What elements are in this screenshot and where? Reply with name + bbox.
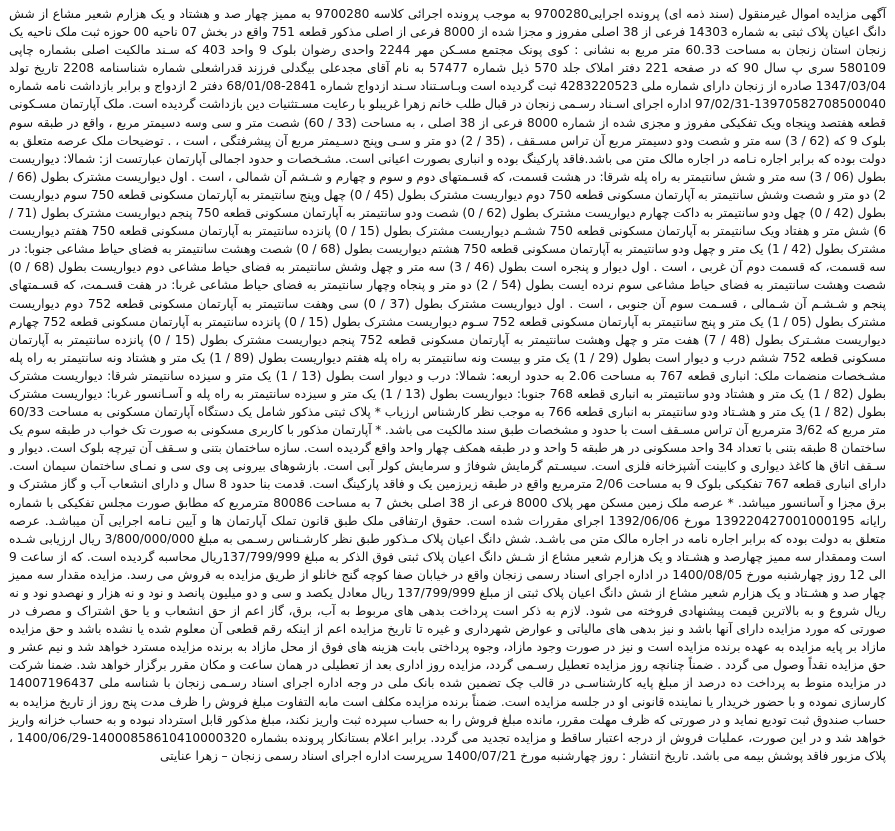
auction-notice-text: آگهی مزایده اموال غیرمنقول (سند ذمه ای) پرونده اجرایی9700280 به موجب پرونده اجرائی کلاسه 9700280 به ممیز چهار صد و هشتاد و یک هزارم شعیر مشاع از شش دانگ اعیان پلاک ثبتی به شماره 14303 فرعی از 38 اصلی مفروز و مجزا شده از 8000 فرعی از اصلی مذکور قطعه 751 واقع در بخش 07 ناحیه 00 حوزه ثبت ملک ناحیه یک زنجان استان زنجان به مساحت 60.33 متر مربع به نشانی : کوی پونک مجتمع مسـکن مهر 2244 واحدی رضوان بلوک 9 واحد 403 که سـند مالکیت اصلی بشماره چاپی 580109 سری پ سال 90 که در صفحه 221 دفتر املاک جلد 570 ذیل شماره 57477 به نام آقای مجدعلی بیگدلی فرزند قدراشعلی شماره شناسنامه 2208 تاریخ تولد 1347/03/04 صادره از زنجان دارای شماره ملی 4283220523 ثبت گردیده است وبـاسـتناد سـند ازدواج شماره 2841-68/01/08 دفتر 2 ازدواج و برابر بازداشت نامه شماره 13970582708500040-97/02/31 اداره اجرای اسـناد رسـمی زنجان در قبال طلب خانم زهرا غریبلو با رعایت مسـتثنیات دین بازداشت گردیده است. ملک آپارتمان مسـکونی قطعه هفتصد وپنجاه ویک تفکیکی مفروز و مجزی شده از شماره 8000 فرعی از 38 اصلی ، به مساحت (33 / 60) شصت متر و سی وسه دسیمتر مربع ، واقع در طبقه سوم بلوک 9 که (62 / 3) سه متر و شصت ودو دسیمتر مربع آن تراس مسـقف ، (35 / 2) دو متر و سـی وپنج دسـیمتر مربع آن پیشرفتگی ، است ، . توضیحات ملک عرصه متعلق به دولت بوده که برابر اجاره نـامه در اجاره مالک متن می باشد.فاقد پارکینگ بوده و انباری بصورت اعیانی است. مشـخصات و حدود اجمالی آپارتمان عبارتست از: شمالا: دیواریست بطول (06 / 3) سه متر و شش سانتیمتر به راه پله شرقا: در هشت قسمت، که قسـمتهای دوم و سوم و چهارم و شـشم آن شمالی ، است . اول دیواریست مشترک بطول (66 / 2) دو متر و شصت وشش سانتیمتر به آپارتمان مسکونی قطعه 750 دوم دیواریست مشترک بطول (45 / 0) چهل وپنج سانتیمتر به آپارتمان مسکونی قطعه 750 سوم دیواریست بطول (42 / 0) چهل ودو سانتیمتر به داکت چهارم دیواریست مشترک بطول (62 / 0) شصت ودو سانتیمتر به آپارتمان مسکونی قطعه 750 پنجم دیواریست مشترک بطول (71 / 6) شش متر و هفتاد ویک سانتیمتر به آپارتمان مسکونی قطعه 750 ششـم دیواریست مشترک بطول (15 / 0) پانزده سانتیمتر به آپارتمان مسکونی قطعه 750 هفتم دیواریست مشترک بطول (42 / 1) یک متر و چهل ودو سانتیمتر به آپارتمان مسکونی قطعه 750 هشتم دیواریست بطول (68 / 0) شصت وهشت سانتیمتر به فضای حیاط مشاعی جنوبا: در سه قسمت، که قسمت دوم آن غربی ، است . اول دیوار و پنجره است بطول (46 / 3) سه متر و چهل وشش سانتیمتر به فضای حیاط مشاعی دوم دیواریست بطول (68 / 0) شصت وهشت سانتیمتر به فضای حیاط مشاعی سوم نرده ایست بطول (54 / 2) دو متر و پنجاه وچهار سانتیمتر به فضای حیاط مشاعی غربا: در هفت قسـمت، که قسـمتهای پنجم و شـشـم آن شـمالی ، قسـمت سوم آن جنوبی ، است . اول دیواریست مشترک بطول (37 / 0) سی وهفت سانتیمتر به آپارتمان مسکونی قطعه 752 دوم دیواریست مشترک بطول (05 / 1) یک متر و پنج سانتیمتر به آپارتمان مسکونی قطعه 752 سـوم دیواریست مشترک بطول (15 / 0) پانزده سانتیمتر به آپارتمان مسکونی قطعه 752 چهارم دیواریست مشـترک بطول (48 / 7) هفت متر و چهل وهشت سانتیمتر به آپارتمان مسکونی قطعه 752 پنجم دیواریست مشترک بطول (15 / 0) پانزده سانتیمتر به آپارتمان مسکونی قطعه 752 ششم درب و دیوار است بطول (29 / 1) یک متر و بیست ونه سانتیمتر به راه پله هفتم دیواریست بطول (89 / 1) یک متر و هشتاد ونه سانتیمتر به راه پله مشـخصات منضمات ملک: انباری قطعه 767 به مساحت 2.06 به حدود اربعه: شمالا: درب و دیوار است بطول (13 / 1) یک متر و سیزده سانتیمتر شرقا: دیواریست مشترک بطول (82 / 1) یک متر و هشتاد ودو سانتیمتر به انباری قطعه 768 جنوبا: دیواریست بطول (13 / 1) یک متر و سیزده سانتیمتر به راه پله و آسـانسور غربا: دیواریست مشترک بطول (82 / 1) یک متر و هشـتاد ودو سانتیمتر به انباری قطعه 766 به موجب نظر کارشناس ارزیاب * پلاک ثبتی مذکور شامل یک دستگاه آپارتمان مسکونی به مساحت 60/33 متر مربع که 3/62 مترمربع آن تراس مسـقف است با حدود و مشخصات طبق سند مالکیت می باشد. * آپارتمان مذکور با کاربری مسکونی به صورت تک خواب در طبقه سوم یک ساختمان 8 طبقه بتنی با تعداد 34 واحد مسکونی در هر طبقه 5 واحد و در طبقه همکف چهار واحد واقع گردیده است. سازه ساختمان بتنی و سـقف آن تیرچه بلوک است. دیوار و سـقف اتاق ها کاغذ دیواری و کابینت آشپزخانه فلزی است. سیسـتم گرمایش شوفاژ و سرمایش کولر آبی است. بازشوهای بیرونی پی وی سی و نمـای ساختمان سیمان است. دارای انباری قطعه 767 تفکیکی بلوک 9 به مساحت 2/06 مترمربع واقع در طبقه زیرزمین یک و فاقد پارکینگ است. قدمت بنا حدود 8 سال و دارای انشعاب آب و گاز مشترک و برق مجزا و آسانسور میباشد. * عرصه ملک زمین مسکن مهر پلاک 8000 فرعی از 38 اصلی بخش 7 به مساحت 80086 مترمربع که مطابق صورت مجلس تفکیکی با شماره رایانه 139220427001000195 مورخ 1392/06/06 اجرای مقررات شده است. حقوق ارتفاقی ملک طبق قانون تملک آپارتمان ها و آیین نـامه اجرایی آن میباشـد. عرصه متعلق به دولت بوده که برابر اجاره نامه در اجاره مالک متن می باشـد. شش دانگ اعیان پلاک مـذکور طبق نظر کارشـناس رسـمی به مبلغ 3/800/000/000 ریال ارزیابی شـده است وممقدار سه ممیز چهارصد و هشـتاد و یک هزارم شعیر مشاع از شـش دانگ اعیان پلاک ثبتی فوق الذکر به مبلغ 137/799/999ریال محاسبه گردیده است. که از ساعت 9 الی 12 روز چهارشنبه مورخ 1400/08/05 در اداره اجرای اسناد رسمی زنجان واقع در خیابان صفا کوچه گنج خانلو از طریق مزایده به فروش می رسد. مزایده مقدار سه ممیز چهار صد و هشـتاد و یک هزارم شعیر مشاع از شش دانگ اعیان پلاک ثبتی از مبلغ 137/799/999 ریال معادل یکصد و سی و دو میلیون پانصد و نود و نه هزار و نهصدو نود و نه ریال شروع و به بالاترین قیمت پیشنهادی فروخته می شود. لازم به ذکر است پرداخت بدهی های مربوط به آب، برق، گاز اعم از حق انشعاب و یا حق اشتراک و مصرف در صورتی که مورد مزایده دارای آنها باشد و نیز بدهی های مالیاتی و عوارض شهرداری و غیره تا تاریخ مزایده اعم از اینکه رقم قطعی آن معلوم شده یا نشده باشد و حق مزایده مازاد بر پایه مزایده به عهده برنده مزایده است و نیز در صورت وجود مازاد، وجوه پرداختی بابت هزینه های فوق از محل مازاد به برنده مزایده مسترد خواهد شد و نیم عشر و حق مزایده نقداً وصول می گردد . ضمناً چنانچه روز مزایده تعطیل رسـمی گردد، مزایده روز اداری بعد از تعطیلی در همان ساعت و مکان مقرر برگزار خواهد شد. ضمنا شرکت در مزایده منوط به پرداخت ده درصد از مبلغ پایه کارشناسـی در قالب چک تضمین شده بانک ملی در وجه اداره اجرای اسناد رسـمی زنجان با شناسه ملی 14007196437 کارسازی نموده و با حضور خریدار یا نماینده قانونی او در جلسه مزایده است. ضمناً برنده مزایده مکلف است مابه التفاوت مبلغ فروش را ظرف مدت پنج روز از تاریخ مزایده به حساب صندوق ثبت تودیع نماید و در صورتی که ظرف مهلت مقرر، مانده مبلغ فروش را به حساب سپرده ثبت واریز نکند، مبلغ مذکور قابل استرداد نبوده و به حساب خزانه واریز خواهد شد و در این صورت، عملیات فروش از درجه اعتبار ساقط و مزایده تجدید می گردد. برابر اعلام بستانکار پرونده بشماره 14000858610410000320-1400/06/29 ، پلاک مزبور فاقد پوشش بیمه می باشد. تاریخ انتشار : روز چهارشنبه مورخ 1400/07/21 سرپرست اداره اجرای اسناد رسمی زنجان – زهرا عنایتی	[9, 7, 887, 763]
